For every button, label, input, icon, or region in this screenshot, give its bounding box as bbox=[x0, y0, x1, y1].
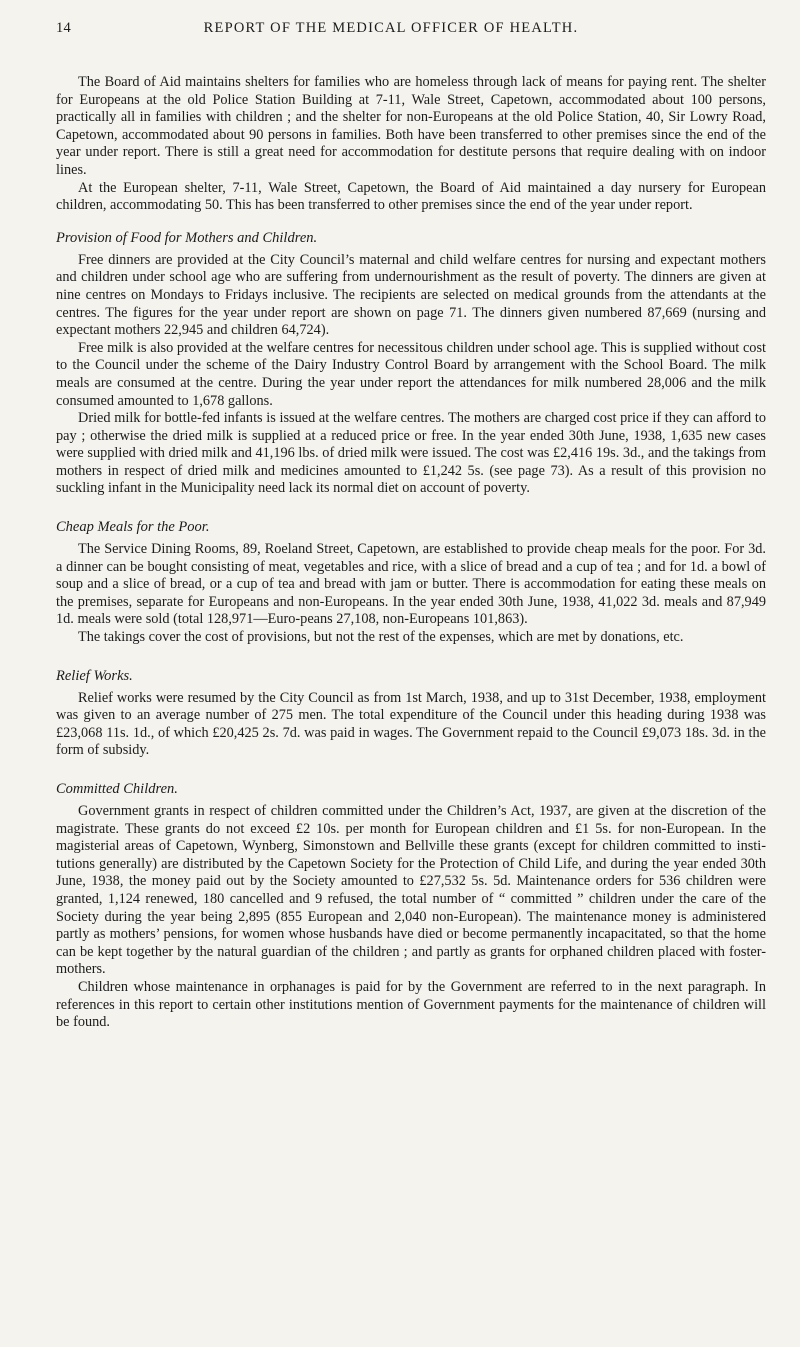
section-heading: Cheap Meals for the Poor. bbox=[56, 519, 210, 536]
paragraph: Dried milk for bottle-fed infants is issued at the welfare centres. The mothers are charged cost price if they can afford to pay ; otherwise the dried milk is supplied at a reduced price or free. In the year ended 30th June, 1938, 1,635 new cases were supplied with dried milk and 41,196 lbs. of dried milk were issued. The cost was £2,416 19s. 3d., and the takings from mothers in respect of dried milk and medicines amounted to £1,242 5s. (see page 73). As a result of this provision no suckling infant in the Municipality need lack its normal diet on account of poverty. bbox=[56, 410, 766, 497]
page-number: 14 bbox=[56, 20, 72, 36]
paragraph: The Service Dining Rooms, 89, Roeland Street, Capetown, are established to provide cheap meals for the poor. For 3d. a dinner can be bought consisting of meat, vegetables and rice, with a slice of bread and a cup of tea ; and for 1d. a bowl of soup and a slice of bread, or a cup of tea and bread with jam or butter. There is accommodation for eating these meals on the premises, separate for Europeans and non-Europeans. In the year ended 30th June, 1938, 41,022 3d. meals and 87,949 1d. meals were sold (total 128,971—Euro-peans 27,108, non-Europeans 101,863). bbox=[56, 541, 766, 628]
section-heading: Provision of Food for Mothers and Children. bbox=[56, 229, 318, 246]
paragraph: Free milk is also provided at the welfare centres for necessitous children under school age. This is supplied without cost to the Council under the scheme of the Dairy Industry Control Board by arrangement with the School Board. The milk meals are consumed at the centre. During the year under report the attendances for milk numbered 28,006 and the milk consumed amounted to 1,678 gallons. bbox=[56, 339, 766, 409]
paragraph: Relief works were resumed by the City Council as from 1st March, 1938, and up to 31st December, 1938, employment was given to an average number of 275 men. The total expenditure of the Council under this heading during 1938 was £23,068 11s. 1d., of which £20,425 2s. 7d. was paid in wages. The Government repaid to the Council £9,073 18s. 3d. in the form of subsidy. bbox=[56, 689, 766, 759]
paragraph: Government grants in respect of children committed under the Children’s Act, 1937, are given at the discretion of the magistrate. These grants do not exceed £2 10s. per month for European children and £1 5s. for non-European. In the magisterial areas of Capetown, Wynberg, Simonstown and Bellville these grants (except for children committed to insti-tutions generally) are distributed by the Capetown Society for the Protection of Child Life, and during the year ended 30th June, 1938, the money paid out by the Society amounted to £27,532 5s. 5d. Maintenance orders for 536 children were granted, 1,124 renewed, 180 cancelled and 9 refused, the total number of “ committed ” children under the care of the Society during the year being 2,895 (855 European and 2,040 non-European). The maintenance money is administered partly as mothers’ pensions, for women whose husbands have died or become permanently incapacitated, so that the home can be kept together by the natural guardian of the children ; and partly as grants for orphaned children placed with foster-mothers. bbox=[56, 803, 766, 978]
section-cheap-meals bbox=[56, 518, 766, 647]
section-committed-children bbox=[56, 780, 766, 1032]
running-title: REPORT OF THE MEDICAL OFFICER OF HEALTH. bbox=[203, 20, 579, 36]
paragraph: The takings cover the cost of provisions, but not the rest of the expenses, which are met by donations, etc. bbox=[78, 629, 684, 646]
paragraph: Children whose maintenance in orphanages is paid for by the Government are referred to in the next paragraph. In references in this report to certain other institutions mention of Government payments for the maintenance of children will be found. bbox=[56, 978, 766, 1031]
paragraph: The Board of Aid maintains shelters for families who are homeless through lack of means for paying rent. The shelter for Europeans at the old Police Station Building at 7-11, Wale Street, Capetown, accommodated about 100 persons, practically all in families with children ; and the shelter for non-Europeans at the old Police Station, 40, Sir Lowry Road, Capetown, accommodated about 90 persons in families. Both have been transferred to other premises since the end of the year under report. There is still a great need for accommodation for destitute persons that require dealing with on indoor lines. bbox=[56, 74, 766, 178]
section-heading: Relief Works. bbox=[56, 667, 133, 684]
section-food-provision bbox=[56, 229, 766, 498]
paragraph: At the European shelter, 7-11, Wale Street, Capetown, the Board of Aid maintained a day nursery for European children, accommodating 50. This has been transferred to other premises since the end of the year under report. bbox=[56, 179, 766, 214]
intro-section bbox=[56, 74, 766, 215]
paragraph: Free dinners are provided at the City Council’s maternal and child welfare centres for nursing and expectant mothers and children under school age who are suffering from undernourishment as the result of poverty. The dinners are given at nine centres on Mondays to Fridays inclusive. The recipients are selected on medical grounds from the attendants at the centres. The figures for the year under report are shown on page 71. The dinners given numbered 87,669 (nursing and expectant mothers 22,945 and children 64,724). bbox=[56, 251, 766, 339]
page-header bbox=[56, 0, 766, 46]
section-relief-works bbox=[56, 667, 766, 760]
section-heading: Committed Children. bbox=[56, 781, 178, 797]
